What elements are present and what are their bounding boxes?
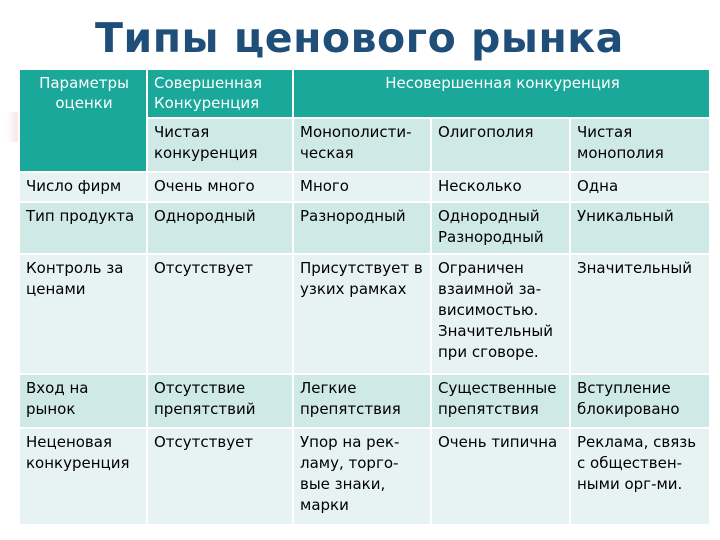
table-row: [19, 428, 710, 525]
header-row: [19, 69, 710, 118]
row-param: Вход на рынок: [19, 374, 147, 428]
row-param: Тип продукта: [19, 202, 147, 254]
cell-monopoly: Значительный: [570, 254, 710, 374]
cell-monopolistic: Присутствует в узких рамках: [293, 254, 431, 374]
cell-monopoly: Одна: [570, 172, 710, 202]
market-types-table: [18, 68, 711, 526]
cell-pure: Отсутствует: [147, 428, 293, 525]
header-imperfect: Несовершенная конкуренция: [293, 69, 710, 118]
cell-monopoly: Уникальный: [570, 202, 710, 254]
row-param: Неценовая конкуренция: [19, 428, 147, 525]
table-row: [19, 202, 710, 254]
table-row: [19, 172, 710, 202]
cell-oligopoly: Существенные препятствия: [431, 374, 570, 428]
slide-title: Типы ценового рынка: [95, 14, 624, 62]
row-param: Контроль за ценами: [19, 254, 147, 374]
cell-monopolistic: Легкие препятствия: [293, 374, 431, 428]
cell-oligopoly: Однородный Разнородный: [431, 202, 570, 254]
subheader-oligopoly: Олигополия: [431, 118, 570, 172]
subheader-monopolistic: Монополисти-ческая: [293, 118, 431, 172]
subheader-pure-monopoly: Чистая монополия: [570, 118, 710, 172]
subheader-pure: Чистая конкуренция: [147, 118, 293, 172]
cell-monopoly: Реклама, связь с обществен-ными орг-ми.: [570, 428, 710, 525]
cell-monopolistic: Упор на рек-ламу, торго-вые знаки, марки: [293, 428, 431, 525]
cell-pure: Очень много: [147, 172, 293, 202]
cell-pure: Однородный: [147, 202, 293, 254]
cell-oligopoly: Очень типична: [431, 428, 570, 525]
header-params: Параметры оценки: [19, 69, 147, 172]
table-row: [19, 374, 710, 428]
cell-monopoly: Вступление блокировано: [570, 374, 710, 428]
cell-oligopoly: Несколько: [431, 172, 570, 202]
header-perfect: Совершенная Конкуренция: [147, 69, 293, 118]
table-row: [19, 254, 710, 374]
cell-pure: Отсутствие препятствий: [147, 374, 293, 428]
cell-monopolistic: Много: [293, 172, 431, 202]
cell-monopolistic: Разнородный: [293, 202, 431, 254]
cell-pure: Отсутствует: [147, 254, 293, 374]
cell-oligopoly: Ограничен взаимной за-висимостью. Значительный при сговоре.: [431, 254, 570, 374]
row-param: Число фирм: [19, 172, 147, 202]
